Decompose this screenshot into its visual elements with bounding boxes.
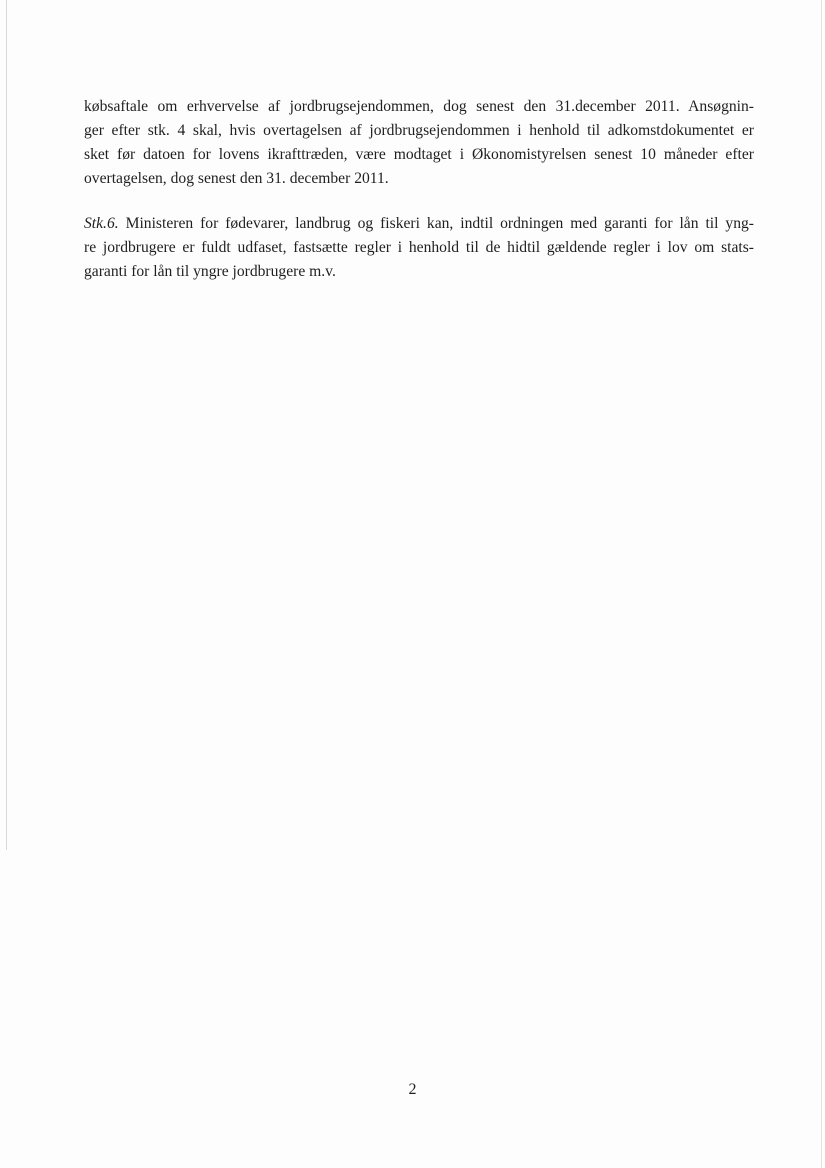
scan-edge-right xyxy=(821,0,822,1168)
scan-edge-left xyxy=(6,0,7,850)
page-number: 2 xyxy=(408,1081,417,1098)
paragraph-2-line-3: garanti for lån til yngre jordbrugere m.v. xyxy=(84,263,336,280)
paragraph-2-line-2: re jordbrugere er fuldt udfaset, fastsætte regler i henhold til de hidtil gældende regler i lov om stats- xyxy=(84,239,754,256)
paragraph-2-line-1-text: Ministeren for fødevarer, landbrug og fiskeri kan, indtil ordningen med garanti for lån til yng- xyxy=(118,215,754,232)
paragraph-2-line-1 xyxy=(84,212,754,236)
paragraph-2 xyxy=(84,212,754,284)
paragraph-1-line-3: sket før datoen for lovens ikrafttræden, være modtaget i Økonomistyrelsen senest 10 måneder efter xyxy=(84,146,754,163)
stk-label: Stk.6. xyxy=(84,215,119,232)
paragraph-1 xyxy=(84,95,754,191)
paragraph-1-line-1: købsaftale om erhvervelse af jordbrugsejendommen, dog senest den 31.december 2011. Ansøgnin- xyxy=(84,98,754,115)
paragraph-1-line-2: ger efter stk. 4 skal, hvis overtagelsen af jordbrugsejendommen i henhold til adkomstdokumentet er xyxy=(84,122,754,139)
paragraph-1-line-4: overtagelsen, dog senest den 31. december 2011. xyxy=(84,170,389,187)
